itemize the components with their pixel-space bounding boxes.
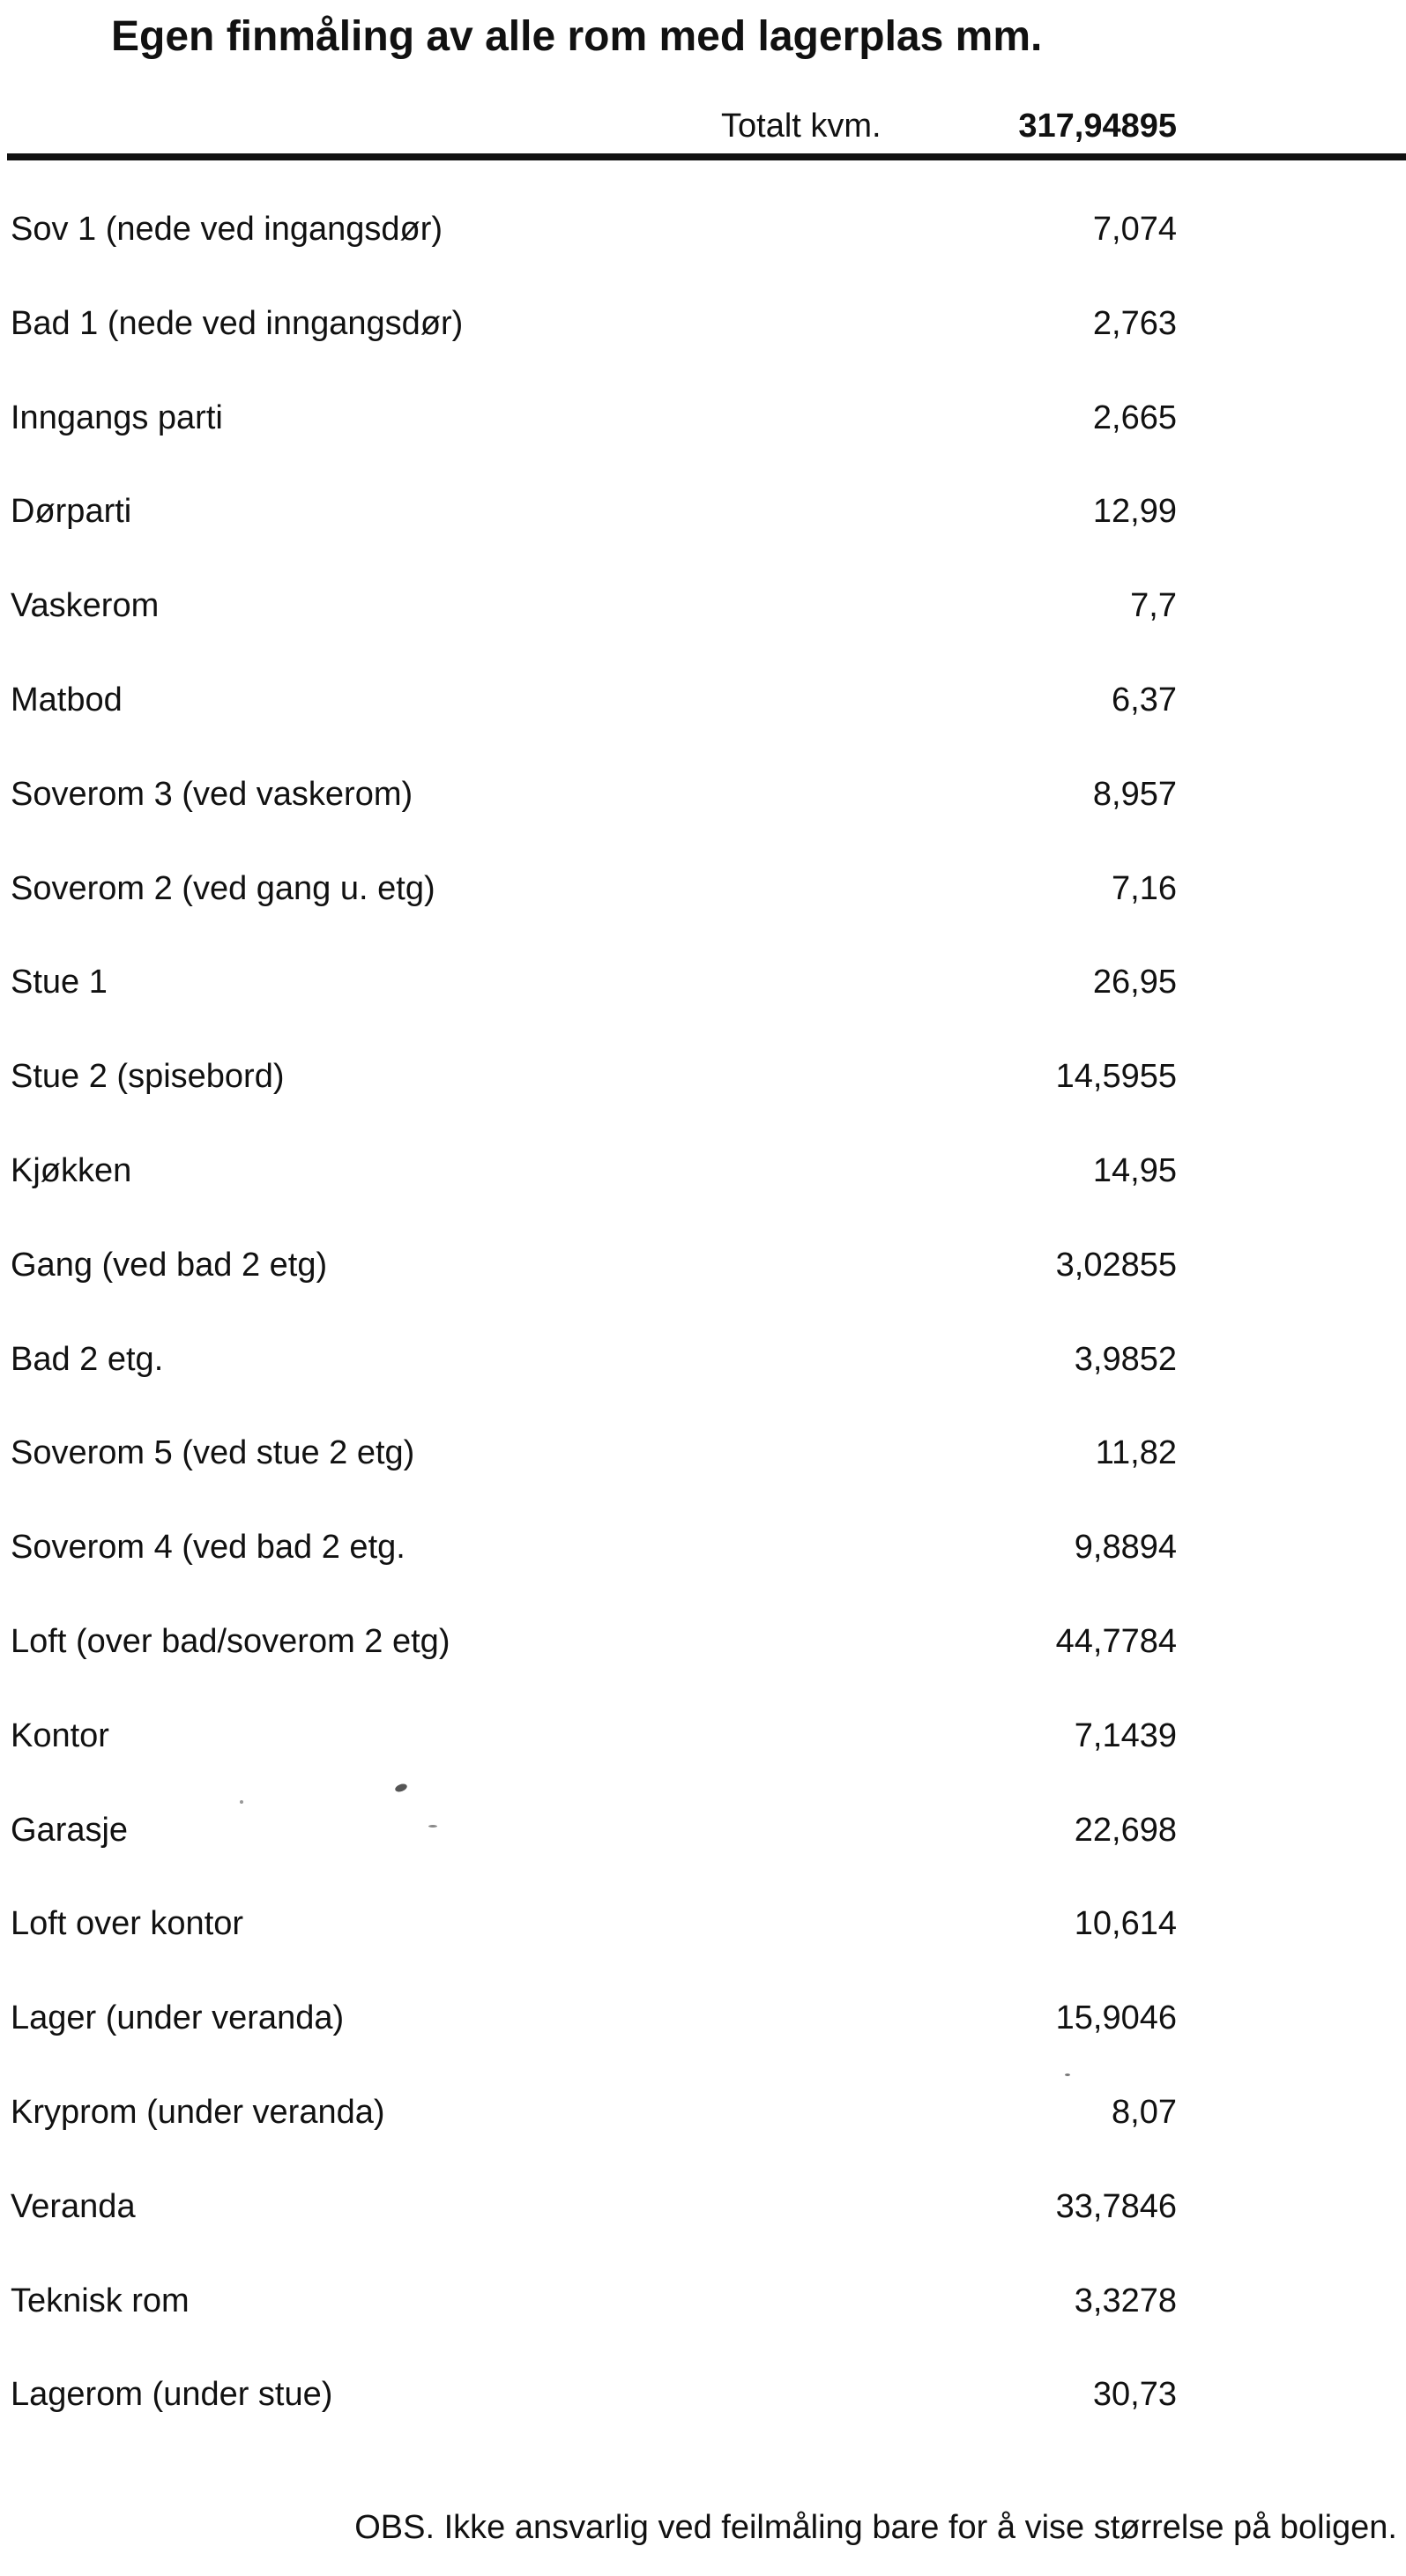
room-name: Soverom 3 (ved vaskerom): [11, 775, 413, 813]
room-name: Teknisk rom: [11, 2282, 190, 2319]
document-title: Egen finmåling av alle rom med lagerplas mm.: [111, 13, 1043, 60]
room-name: Kryprom (under veranda): [11, 2093, 385, 2131]
room-area: 3,9852: [1074, 1340, 1177, 1378]
room-name: Vaskerom: [11, 587, 160, 625]
room-list: [0, 203, 1181, 2462]
room-row: [0, 1333, 1181, 1427]
room-name: Garasje: [11, 1811, 129, 1849]
scan-speck: [240, 1800, 243, 1804]
total-value: 317,94895: [1018, 108, 1177, 145]
room-area: 7,7: [1130, 587, 1177, 625]
room-row: [0, 203, 1181, 297]
room-area: 44,7784: [1055, 1622, 1177, 1660]
room-area: 8,07: [1112, 2093, 1177, 2131]
room-row: [0, 1239, 1181, 1333]
room-area: 14,5955: [1055, 1058, 1177, 1096]
room-area: 9,8894: [1074, 1529, 1177, 1567]
room-row: [0, 1426, 1181, 1521]
room-name: Sov 1 (nede ved ingangsdør): [11, 211, 443, 248]
room-name: Loft over kontor: [11, 1905, 244, 1943]
room-row: [0, 1144, 1181, 1239]
room-area: 7,16: [1112, 869, 1177, 907]
room-area: 8,957: [1092, 775, 1177, 813]
room-name: Soverom 5 (ved stue 2 etg): [11, 1434, 415, 1472]
room-row: [0, 1992, 1181, 2086]
room-row: [0, 1709, 1181, 1804]
header-divider: [7, 153, 1406, 160]
room-name: Veranda: [11, 2187, 136, 2225]
room-row: [0, 2274, 1181, 2369]
room-name: Kjøkken: [11, 1151, 132, 1189]
room-name: Bad 2 etg.: [11, 1340, 164, 1378]
room-row: [0, 1521, 1181, 1615]
room-row: [0, 2180, 1181, 2274]
room-name: Soverom 4 (ved bad 2 etg.: [11, 1529, 405, 1567]
room-row: [0, 674, 1181, 768]
room-area: 11,82: [1095, 1434, 1177, 1472]
room-row: [0, 1897, 1181, 1992]
room-name: Bad 1 (nede ved inngangsdør): [11, 304, 464, 342]
room-row: [0, 862, 1181, 957]
room-row: [0, 768, 1181, 862]
room-name: Matbod: [11, 681, 123, 718]
room-row: [0, 1615, 1181, 1709]
room-area: 3,02855: [1055, 1246, 1177, 1284]
room-name: Stue 1: [11, 964, 108, 1001]
room-area: 10,614: [1074, 1905, 1177, 1943]
scan-speck: [428, 1825, 437, 1828]
room-row: [0, 297, 1181, 391]
room-row: [0, 956, 1181, 1050]
total-row: [0, 99, 1181, 160]
room-row: [0, 1050, 1181, 1144]
room-row: [0, 579, 1181, 674]
room-row: [0, 2086, 1181, 2180]
room-name: Dørparti: [11, 493, 132, 531]
room-area: 2,763: [1092, 304, 1177, 342]
room-area: 2,665: [1092, 398, 1177, 436]
room-row: [0, 1804, 1181, 1898]
room-name: Lager (under veranda): [11, 1999, 345, 2037]
room-area: 7,074: [1092, 211, 1177, 248]
room-area: 7,1439: [1074, 1716, 1177, 1754]
room-area: 12,99: [1092, 493, 1177, 531]
footnote: OBS. Ikke ansvarlig ved feilmåling bare for å vise størrelse på boligen.: [354, 2509, 1397, 2546]
room-area: 3,3278: [1074, 2282, 1177, 2319]
room-row: [0, 2368, 1181, 2462]
room-area: 6,37: [1112, 681, 1177, 718]
room-name: Inngangs parti: [11, 398, 223, 436]
room-row: [0, 485, 1181, 579]
room-name: Stue 2 (spisebord): [11, 1058, 285, 1096]
room-area: 22,698: [1074, 1811, 1177, 1849]
room-area: 14,95: [1092, 1151, 1177, 1189]
room-area: 26,95: [1092, 964, 1177, 1001]
room-name: Soverom 2 (ved gang u. etg): [11, 869, 435, 907]
room-name: Gang (ved bad 2 etg): [11, 1246, 328, 1284]
total-label: Totalt kvm.: [721, 108, 882, 145]
room-area: 33,7846: [1055, 2187, 1177, 2225]
room-name: Lagerom (under stue): [11, 2376, 333, 2414]
room-name: Loft (over bad/soverom 2 etg): [11, 1622, 450, 1660]
scan-speck: [1065, 2073, 1070, 2076]
room-row: [0, 391, 1181, 486]
room-name: Kontor: [11, 1716, 109, 1754]
room-area: 30,73: [1092, 2376, 1177, 2414]
room-area: 15,9046: [1055, 1999, 1177, 2037]
